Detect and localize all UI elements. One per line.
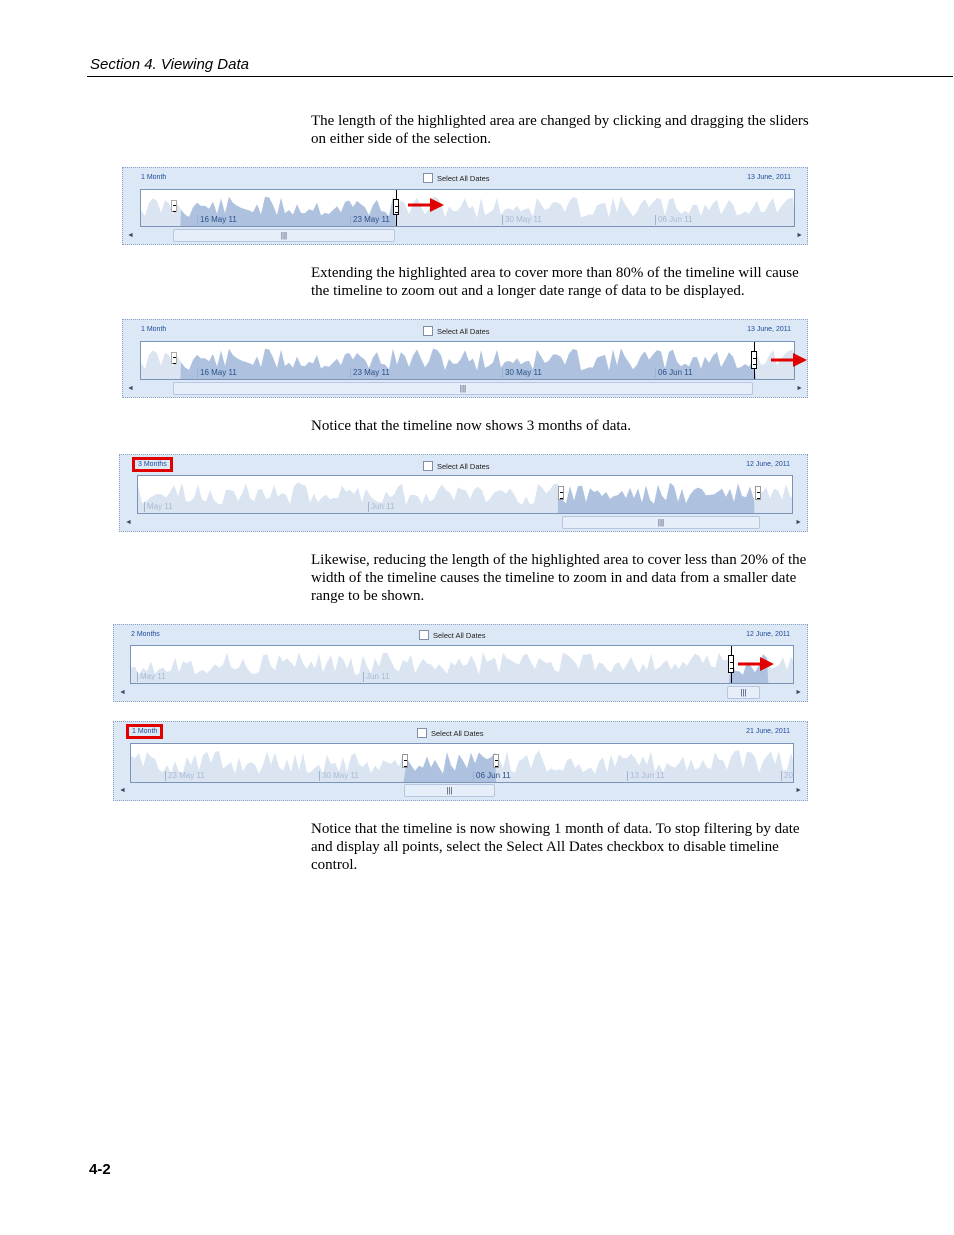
scroll-right-icon[interactable]: ► [795, 689, 802, 696]
timeline-wave [131, 646, 794, 684]
tick-label: Jun 11 [363, 672, 389, 682]
page-number: 4-2 [89, 1161, 111, 1178]
range-label: 3 Months [138, 461, 167, 468]
scroll-left-icon[interactable]: ◄ [119, 787, 126, 794]
left-slider-handle[interactable] [171, 352, 177, 364]
timeline-5 [113, 721, 808, 801]
paragraph-4: Likewise, reducing the length of the highlighted area to cover less than 20% of the width of the timeline causes the timeline to zoom in and data from a smaller date range to be shown. [311, 552, 807, 604]
timeline-3 [119, 454, 808, 532]
tick-label: 06 Jun 11 [655, 368, 693, 378]
paragraph-2: Extending the highlighted area to cover more than 80% of the timeline will cause the timeline to zoom out and a longer date range of data to be displayed. [311, 265, 799, 299]
scroll-thumb[interactable]: ||| [727, 686, 760, 699]
scroll-thumb[interactable]: ||| [173, 229, 395, 242]
timeline-track[interactable] [140, 341, 795, 380]
range-label: 1 Month [141, 174, 167, 181]
range-label: 1 Month [132, 728, 158, 735]
tick-label: 23 May 11 [350, 368, 390, 378]
checkbox-box[interactable] [423, 461, 433, 471]
current-date: 12 June, 2011 [746, 631, 790, 638]
tick-label: 13 Jun 11 [627, 771, 665, 781]
checkbox-label: Select All Dates [437, 461, 490, 471]
drag-arrow-icon [769, 351, 809, 369]
current-date: 12 June, 2011 [746, 461, 790, 468]
timeline-track[interactable] [130, 645, 794, 684]
section-header: Section 4. Viewing Data [90, 56, 249, 73]
tick-label: 06 Jun 11 [655, 215, 693, 225]
tick-label: 16 May 11 [197, 368, 237, 378]
tick-label: 30 May 11 [502, 215, 542, 225]
header-rule [87, 76, 953, 77]
scroll-right-icon[interactable]: ► [795, 519, 802, 526]
checkbox-box[interactable] [423, 173, 433, 183]
timeline-wave [141, 190, 795, 227]
timeline-4 [113, 624, 808, 702]
select-all-dates-checkbox[interactable] [417, 728, 484, 738]
paragraph-5: Notice that the timeline is now showing 1 month of data. To stop filtering by date and display all points, select the Select All Dates checkbox to disable timeline control. [311, 821, 800, 873]
scroll-left-icon[interactable]: ◄ [125, 519, 132, 526]
tick-label: 16 May 11 [197, 215, 237, 225]
current-date: 13 June, 2011 [747, 326, 791, 333]
tick-label: 20 [781, 771, 793, 781]
timeline-wave [141, 342, 795, 380]
select-all-dates-checkbox[interactable] [419, 630, 486, 640]
right-slider-handle[interactable] [393, 199, 399, 215]
range-label: 2 Months [131, 631, 160, 638]
timeline-track[interactable] [140, 189, 795, 227]
drag-arrow-icon [406, 196, 446, 214]
paragraph-1: The length of the highlighted area are changed by clicking and dragging the sliders on either side of the selection. [311, 113, 809, 147]
tick-label: 23 May 11 [350, 215, 390, 225]
checkbox-label: Select All Dates [437, 326, 490, 336]
tick-label: May 11 [137, 672, 166, 682]
tick-label: 30 May 11 [319, 771, 359, 781]
scroll-right-icon[interactable]: ► [796, 232, 803, 239]
checkbox-label: Select All Dates [433, 630, 486, 640]
paragraph-3: Notice that the timeline now shows 3 months of data. [311, 418, 631, 434]
scroll-right-icon[interactable]: ► [796, 385, 803, 392]
select-all-dates-checkbox[interactable] [423, 326, 490, 336]
left-slider-handle[interactable] [558, 486, 564, 500]
scroll-thumb[interactable]: ||| [404, 784, 495, 797]
scroll-thumb[interactable]: ||| [562, 516, 760, 529]
current-date: 13 June, 2011 [747, 174, 791, 181]
drag-arrow-icon [736, 655, 776, 673]
left-slider-handle[interactable] [171, 200, 177, 212]
right-slider-handle[interactable] [493, 754, 499, 768]
right-slider-handle[interactable] [751, 351, 757, 369]
select-all-dates-checkbox[interactable] [423, 173, 490, 183]
left-slider-handle[interactable] [402, 754, 408, 768]
scroll-thumb[interactable]: ||| [173, 382, 753, 395]
timeline-track[interactable] [130, 743, 794, 783]
tick-label: Jun 11 [368, 502, 394, 512]
timeline-wave [131, 744, 794, 783]
right-slider-handle[interactable] [755, 486, 761, 500]
checkbox-box[interactable] [419, 630, 429, 640]
scroll-left-icon[interactable]: ◄ [127, 385, 134, 392]
tick-label: May 11 [144, 502, 173, 512]
scroll-left-icon[interactable]: ◄ [127, 232, 134, 239]
timeline-track[interactable] [137, 475, 793, 514]
right-slider-handle[interactable] [728, 655, 734, 673]
range-label: 1 Month [141, 326, 167, 333]
timeline-1 [122, 167, 808, 245]
checkbox-box[interactable] [417, 728, 427, 738]
tick-label: 30 May 11 [502, 368, 542, 378]
timeline-wave [138, 476, 793, 514]
scroll-right-icon[interactable]: ► [795, 787, 802, 794]
tick-label: 06 Jun 11 [473, 771, 511, 781]
select-all-dates-checkbox[interactable] [423, 461, 490, 471]
tick-label: 23 May 11 [165, 771, 205, 781]
checkbox-box[interactable] [423, 326, 433, 336]
timeline-2 [122, 319, 808, 398]
checkbox-label: Select All Dates [431, 728, 484, 738]
current-date: 21 June, 2011 [746, 728, 790, 735]
scroll-left-icon[interactable]: ◄ [119, 689, 126, 696]
checkbox-label: Select All Dates [437, 173, 490, 183]
